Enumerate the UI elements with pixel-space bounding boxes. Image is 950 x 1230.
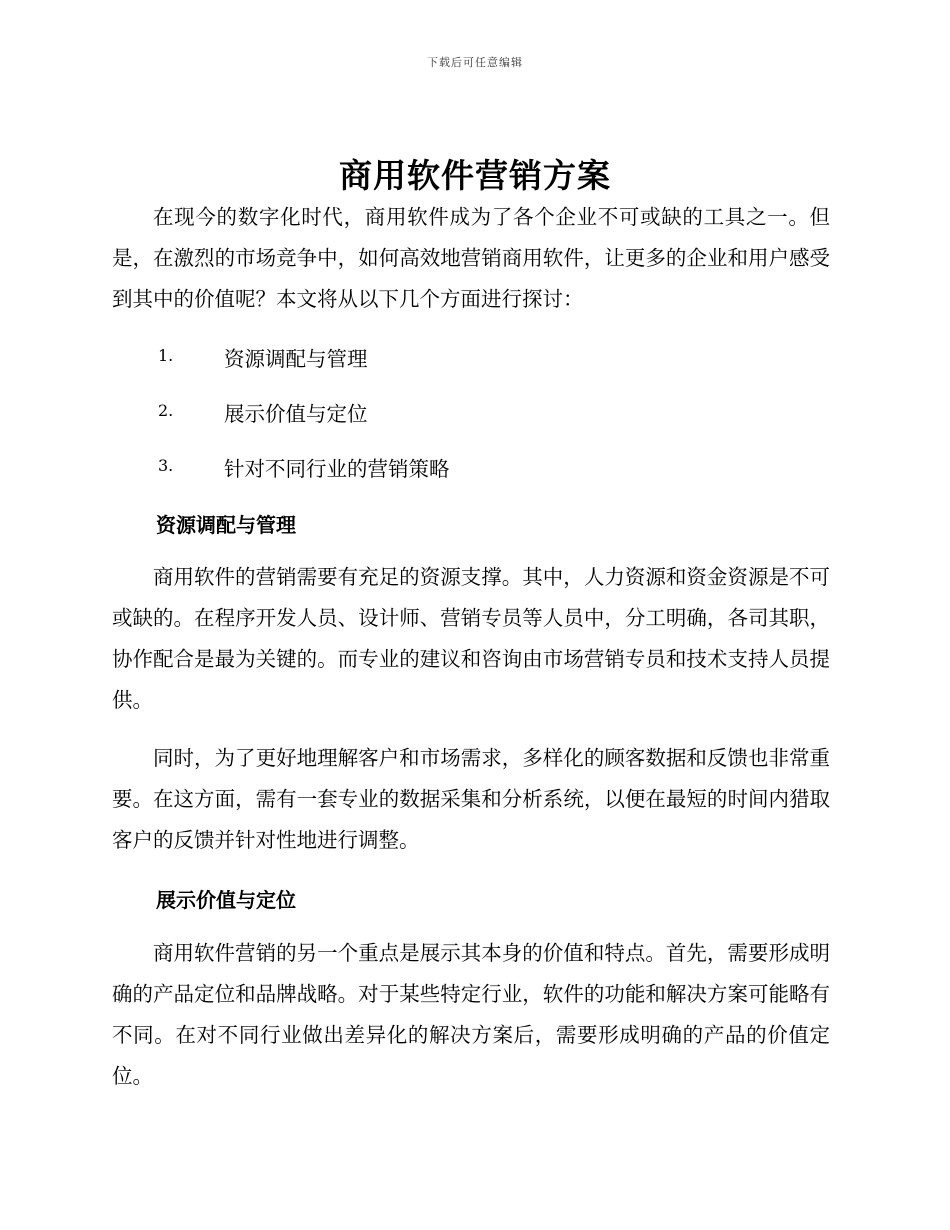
list-item-label: 资源调配与管理 [224,347,368,371]
list-item-label: 针对不同行业的营销策略 [224,457,450,481]
section-paragraph: 同时，为了更好地理解客户和市场需求，多样化的顾客数据和反馈也非常重要。在这方面，需有一套专业的数据采集和分析系统，以便在最短的时间内猎取客户的反馈并针对性地进行调整。 [112,746,830,852]
section-heading: 资源调配与管理 [156,513,296,537]
document-title: 商用软件营销方案 [339,156,611,195]
intro-paragraph: 在现今的数字化时代，商用软件成为了各个企业不可或缺的工具之一。但是，在激烈的市场竞争中，如何高效地营销商用软件，让更多的企业和用户感受到其中的价值呢？本文将从以下几个方面进行探讨： [112,205,830,311]
header-note: 下载后可任意编辑 [427,56,523,69]
list-item-number: 2. [158,401,174,420]
list-item-number: 3. [158,456,174,475]
list-item-label: 展示价值与定位 [224,402,368,426]
list-item-number: 1. [158,346,174,365]
section-heading: 展示价值与定位 [156,888,296,912]
section-paragraph: 商用软件营销的另一个重点是展示其本身的价值和特点。首先，需要形成明确的产品定位和品牌战略。对于某些特定行业，软件的功能和解决方案可能略有不同。在对不同行业做出差异化的解决方案后，需要形成明确的产品的价值定位。 [112,941,830,1088]
section-paragraph: 商用软件的营销需要有充足的资源支撑。其中，人力资源和资金资源是不可或缺的。在程序开发人员、设计师、营销专员等人员中，分工明确，各司其职，协作配合是最为关键的。而专业的建议和咨询由市场营销专员和技术支持人员提供。 [112,565,830,712]
